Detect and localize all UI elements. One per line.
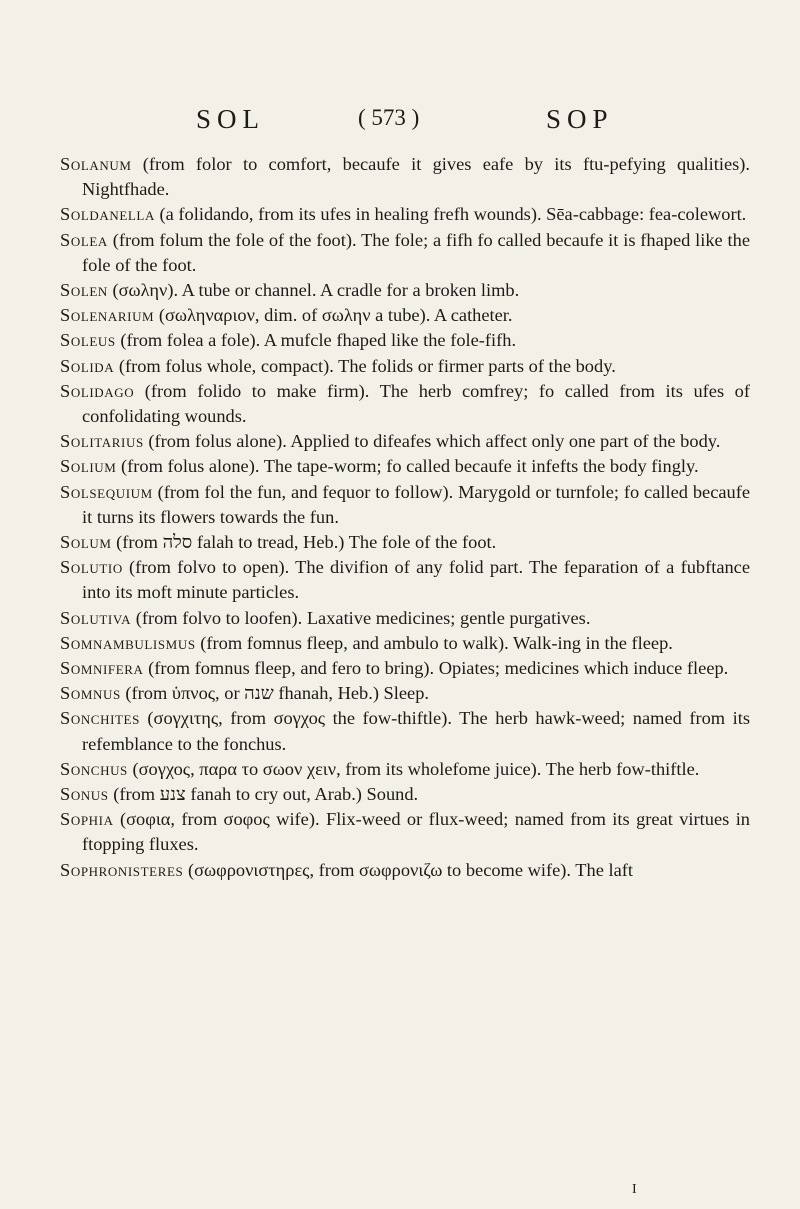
dictionary-entry xyxy=(60,480,750,530)
dictionary-entry xyxy=(60,328,750,353)
entry-list xyxy=(60,152,750,883)
entry-headword: Solitarius xyxy=(60,431,144,452)
entry-headword: Sophronisteres xyxy=(60,859,184,880)
dictionary-entry xyxy=(60,807,750,857)
entry-headword: Soleus xyxy=(60,330,116,351)
entry-headword: Somnus xyxy=(60,683,121,704)
dictionary-entry xyxy=(60,681,750,706)
page-number: ( 573 ) xyxy=(358,105,420,130)
entry-definition: (σογχιτης, from σογχος the fow-thiftle). The herb hawk-weed; named from its refemblance to the fonchus. xyxy=(82,708,750,754)
entry-headword: Solida xyxy=(60,355,115,376)
running-header xyxy=(0,104,800,144)
entry-headword: Solanum xyxy=(60,154,132,174)
entry-definition: (σωφρονιστηρες, from σωφρονιζω to become wife). The laft xyxy=(183,859,633,880)
dictionary-entry xyxy=(60,656,750,681)
entry-headword: Sonchites xyxy=(60,708,140,729)
entry-definition: (from folvo to open). The divifion of any folid part. The feparation of a fubftance into its moft minute particles. xyxy=(82,557,750,603)
entry-headword: Solutio xyxy=(60,557,123,578)
entry-headword: Solium xyxy=(60,456,117,477)
entry-headword: Solidago xyxy=(60,380,135,401)
dictionary-entry xyxy=(60,706,750,756)
dictionary-entry xyxy=(60,429,750,454)
entry-definition: (from fomnus fleep, and ambulo to walk). Walk-ing in the fleep. xyxy=(195,632,673,653)
dictionary-entry xyxy=(60,858,750,883)
entry-definition: (from folus alone). Applied to difeafes which affect only one part of the body. xyxy=(143,431,721,452)
entry-headword: Soldanella xyxy=(60,204,155,225)
dictionary-entry xyxy=(60,454,750,479)
entry-definition: (from folea a fole). A mufcle fhaped like the fole-fifh. xyxy=(115,330,517,351)
entry-definition: (σογχος, παρα το σωον χειν, from its wholefome juice). The herb fow-thiftle. xyxy=(127,758,700,779)
header-right-guide-word: SOP xyxy=(546,104,614,134)
entry-headword: Somnifera xyxy=(60,658,144,679)
entry-headword: Solum xyxy=(60,532,112,553)
dictionary-entry xyxy=(60,278,750,303)
dictionary-entry xyxy=(60,303,750,328)
entry-headword: Solea xyxy=(60,229,108,250)
entry-definition: (from צנע fanah to cry out, Arab.) Sound. xyxy=(108,784,419,805)
entry-definition: (from fomnus fleep, and fero to bring). Opiates; medicines which induce fleep. xyxy=(143,658,729,679)
entry-headword: Somnambulismus xyxy=(60,632,196,653)
dictionary-entry xyxy=(60,354,750,379)
dictionary-entry xyxy=(60,530,750,555)
dictionary-entry xyxy=(60,782,750,807)
dictionary-entry xyxy=(60,555,750,605)
footer-mark: I xyxy=(632,1182,637,1197)
entry-headword: Solenarium xyxy=(60,305,155,326)
entry-definition: (from folor to comfort, becaufe it gives eafe by its ftu-pefying qualities). Nightfhade. xyxy=(82,154,750,200)
dictionary-entry xyxy=(60,228,750,278)
entry-definition: (from folvo to loofen). Laxative medicines; gentle purgatives. xyxy=(131,607,591,628)
dictionary-entry xyxy=(60,202,750,227)
dictionary-entry xyxy=(60,606,750,631)
entry-definition: (σοφια, from σοφος wife). Flix-weed or flux-weed; named from its great virtues in ftopping fluxes. xyxy=(82,809,750,855)
entry-definition: (a folidando, from its ufes in healing frefh wounds). Sēa-cabbage: fea-colewort. xyxy=(154,204,747,225)
dictionary-entry xyxy=(60,379,750,429)
entry-headword: Sonus xyxy=(60,784,109,805)
entry-headword: Sophia xyxy=(60,809,114,830)
entry-headword: Solsequium xyxy=(60,481,153,502)
entry-headword: Sonchus xyxy=(60,758,128,779)
entry-definition: (σωληναριον, dim. of σωλην a tube). A catheter. xyxy=(154,305,513,326)
entry-definition: (from סלה falah to tread, Heb.) The fole of the foot. xyxy=(111,532,497,553)
dictionary-entry xyxy=(60,631,750,656)
entry-definition: (from folus alone). The tape-worm; fo called becaufe it infefts the body fingly. xyxy=(116,456,699,477)
entry-headword: Solen xyxy=(60,280,108,301)
entry-definition: (from ὑπνος, or שנה fhanah, Heb.) Sleep. xyxy=(120,683,430,704)
entry-definition: (from folum the fole of the foot). The fole; a fifh fo called becaufe it is fhaped like the fole of the foot. xyxy=(82,229,750,275)
header-left-guide-word: SOL xyxy=(196,104,266,134)
dictionary-entry xyxy=(60,152,750,202)
entry-definition: (from folido to make firm). The herb comfrey; fo called from its ufes of confolidating wounds. xyxy=(82,380,750,427)
entry-headword: Solutiva xyxy=(60,607,132,628)
entry-definition: (σωλην). A tube or channel. A cradle for a broken limb. xyxy=(107,280,520,301)
dictionary-entry xyxy=(60,757,750,782)
entry-definition: (from fol the fun, and fequor to follow). Marygold or turnfole; fo called becaufe it turns its flowers towards the fun. xyxy=(82,481,750,527)
entry-definition: (from folus whole, compact). The folids or firmer parts of the body. xyxy=(114,355,616,376)
